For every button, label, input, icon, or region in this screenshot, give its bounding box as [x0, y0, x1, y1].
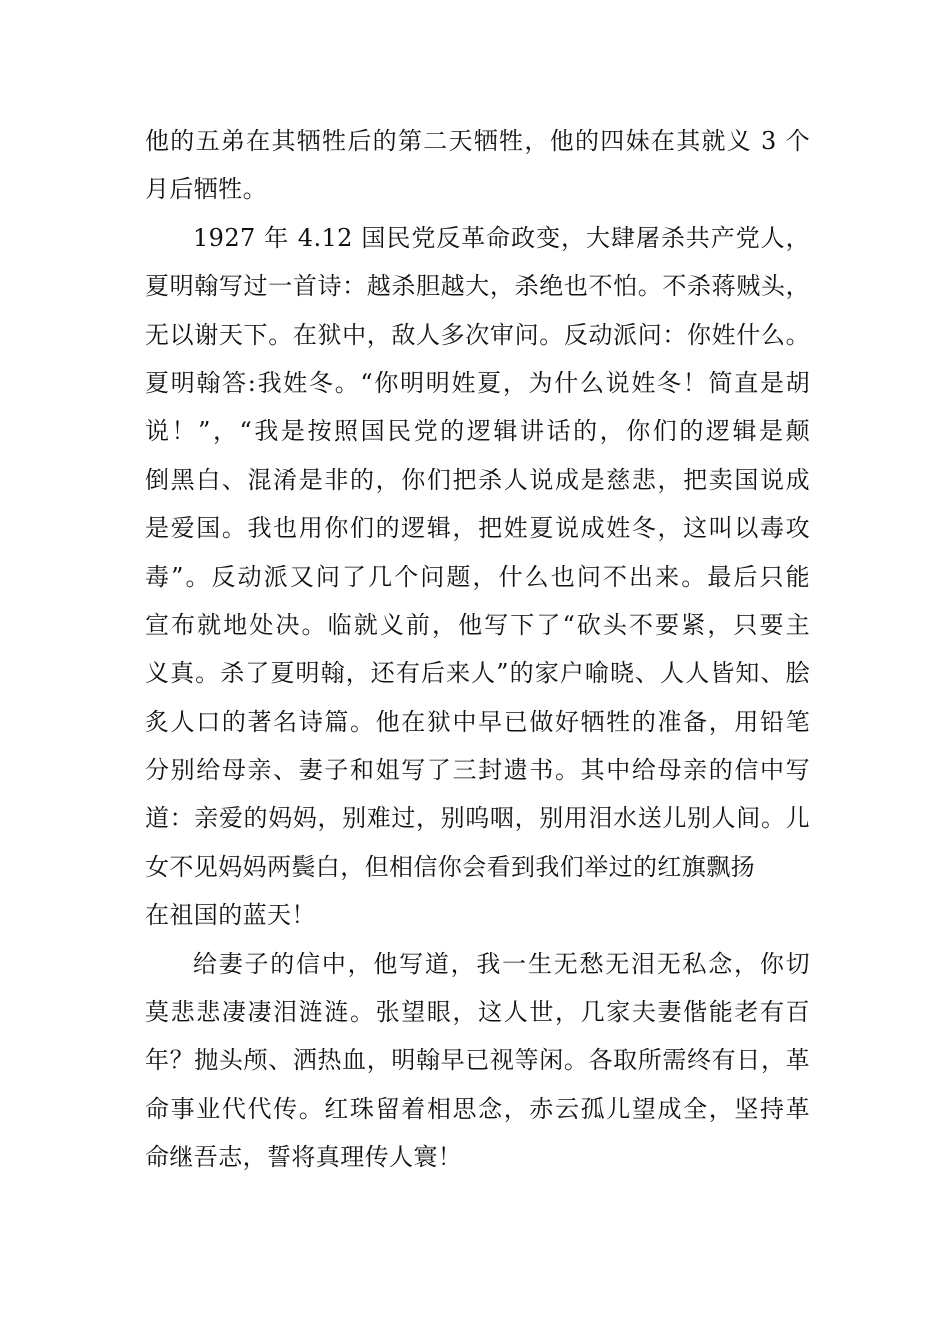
text-line: 道：亲爱的妈妈，别难过，别呜咽，别用泪水送儿别人间。儿 — [145, 804, 810, 833]
text-line: 义真。杀了夏明翰，还有后来人”的家户喻晓、人人皆知、脍 — [145, 659, 810, 688]
paragraph-2 — [145, 214, 810, 940]
paragraph-3 — [145, 940, 810, 1182]
body-text — [145, 117, 810, 1182]
text-line: 1927 年 4.12 国民党反革命政变，大肆屠杀共产党人， — [193, 223, 810, 252]
text-line: 宣布就地处决。临就义前，他写下了“砍头不要紧，只要主 — [145, 610, 810, 639]
text-line: 无以谢天下。在狱中，敌人多次审问。反动派问：你姓什么。 — [145, 320, 810, 349]
text-line: 莫悲悲凄凄泪涟涟。张望眼，这人世，几家夫妻偕能老有百 — [145, 998, 810, 1027]
text-line: 炙人口的著名诗篇。他在狱中早已做好牺牲的准备，用铅笔 — [145, 707, 810, 736]
paragraph-1 — [145, 117, 810, 214]
text-line: 夏明翰答:我姓冬。“你明明姓夏，为什么说姓冬！简直是胡 — [145, 368, 810, 397]
text-line: 毒”。反动派又问了几个问题，什么也问不出来。最后只能 — [145, 562, 810, 591]
text-line: 是爱国。我也用你们的逻辑，把姓夏说成姓冬，这叫以毒攻 — [145, 514, 810, 543]
text-line: 命继吾志，誓将真理传人寰！ — [145, 1143, 463, 1172]
text-line: 年？抛头颅、洒热血，明翰早已视等闲。各取所需终有日，革 — [145, 1046, 810, 1075]
text-line: 命事业代代传。红珠留着相思念，赤云孤儿望成全，坚持革 — [145, 1094, 810, 1123]
text-line: 在祖国的蓝天！ — [145, 901, 316, 930]
text-line: 分别给母亲、妻子和姐写了三封遗书。其中给母亲的信中写 — [145, 756, 810, 785]
text-line: 说！”，“我是按照国民党的逻辑讲话的，你们的逻辑是颠 — [145, 417, 810, 446]
text-line: 夏明翰写过一首诗：越杀胆越大，杀绝也不怕。不杀蒋贼头， — [145, 272, 810, 301]
text-line: 给妻子的信中，他写道，我一生无愁无泪无私念，你切 — [193, 949, 810, 978]
text-line: 他的五弟在其牺牲后的第二天牺牲，他的四妹在其就义 3 个 — [145, 127, 810, 155]
text-line: 月后牺牲。 — [145, 175, 267, 204]
text-line: 倒黑白、混淆是非的，你们把杀人说成是慈悲，把卖国说成 — [145, 465, 810, 494]
text-line: 女不见妈妈两鬓白，但相信你会看到我们举过的红旗飘扬 — [145, 852, 755, 881]
